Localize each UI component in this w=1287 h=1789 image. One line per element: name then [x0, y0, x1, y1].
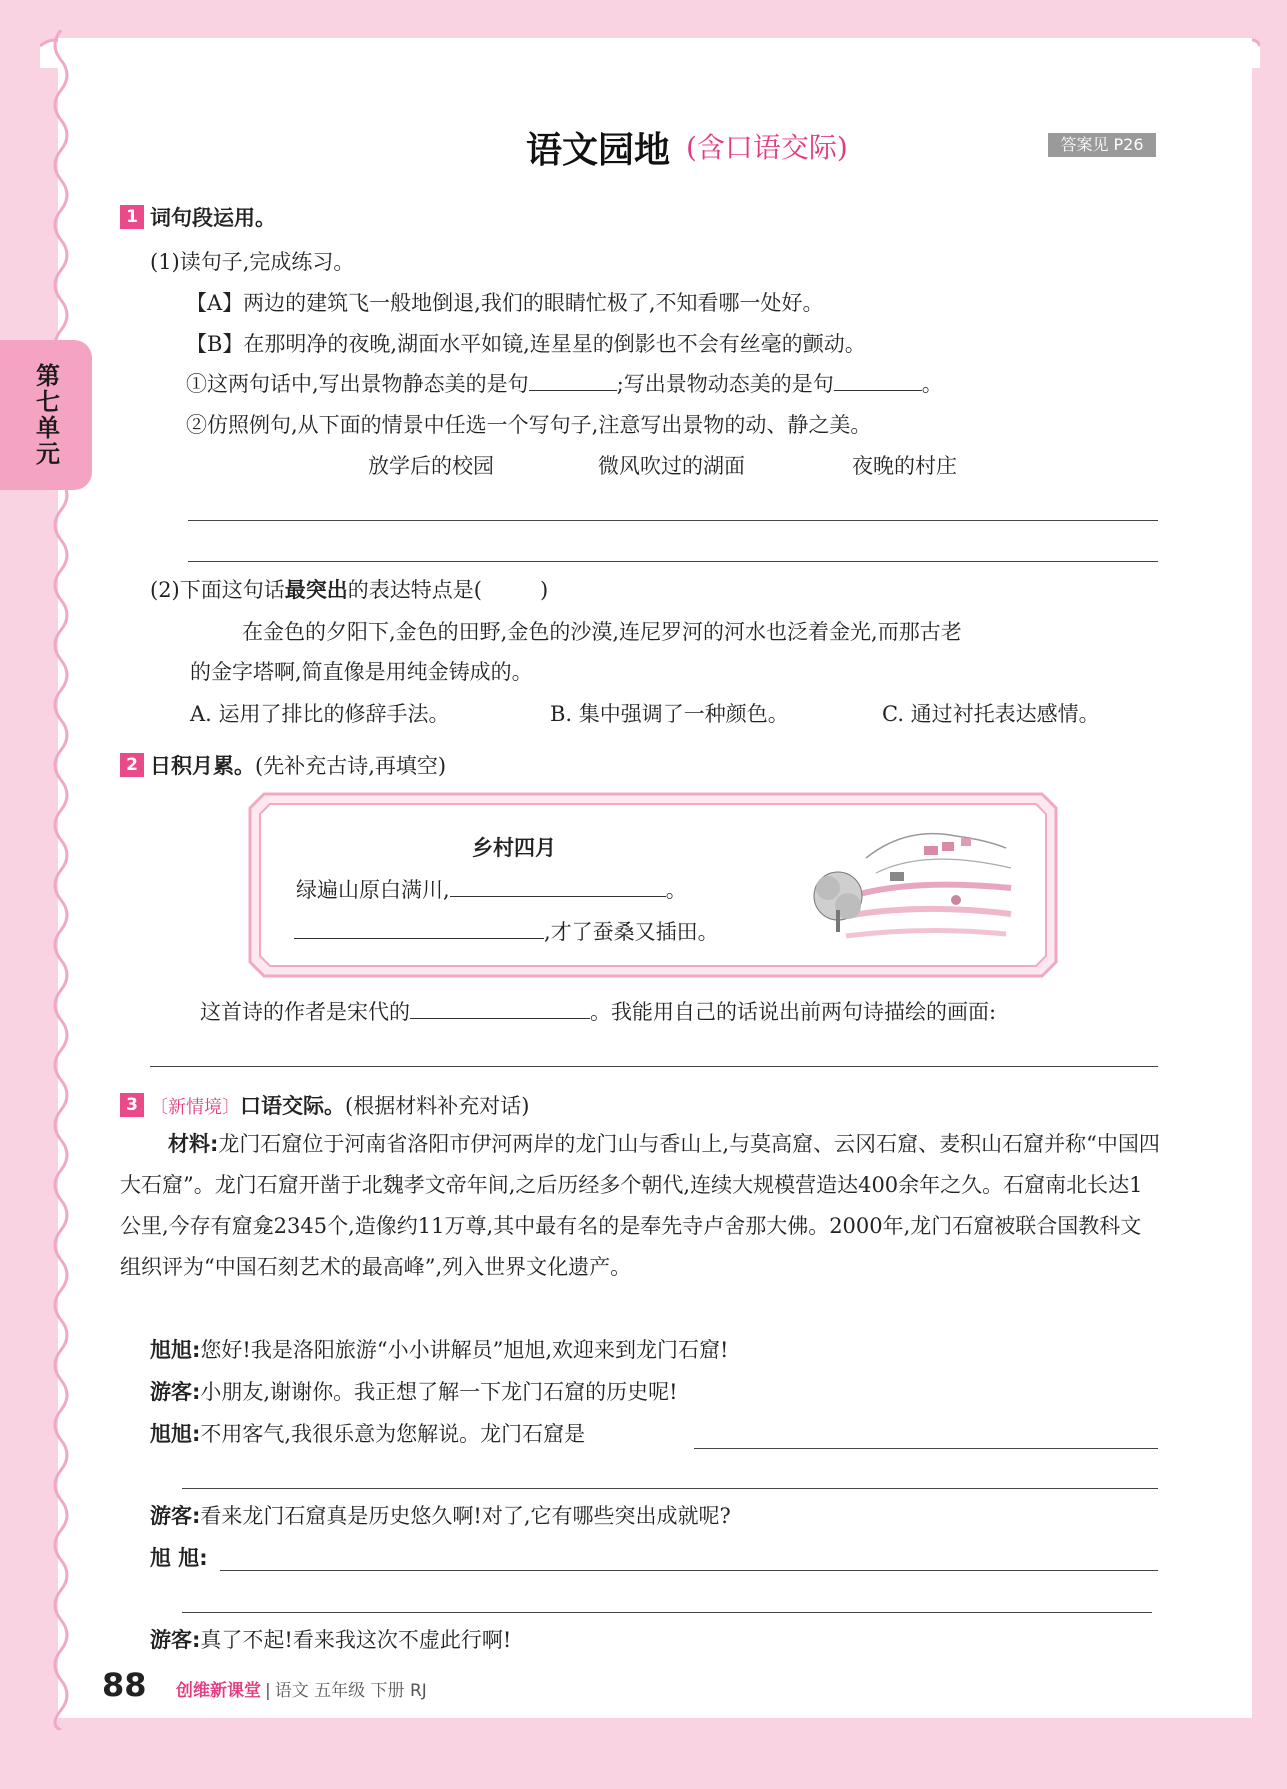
section3-title: 口语交际。 [240, 1094, 345, 1118]
dialogue-speaker: 旭 旭: [150, 1546, 208, 1570]
option-a: A. 运用了排比的修辞手法。 [190, 702, 450, 726]
option-c: C. 通过衬托表达感情。 [882, 702, 1100, 726]
unit-tab-label: 第七单元 [31, 363, 60, 467]
scene-option-1: 放学后的校园 [368, 454, 494, 478]
poem-line2 [294, 916, 719, 946]
village-illustration [806, 818, 1016, 946]
poem-blank-1[interactable] [450, 876, 666, 897]
answer-blank-static[interactable] [529, 370, 617, 391]
poem-line1-end: 。 [665, 878, 687, 902]
q1-sub1-text1: ①这两句话中,写出景物静态美的是句 [186, 372, 529, 396]
poet-name-blank[interactable] [410, 998, 590, 1019]
option-b: B. 集中强调了一种颜色。 [550, 702, 789, 726]
material-text: 龙门石窟位于河南省洛阳市伊河两岸的龙门山与香山上,与莫高窟、云冈石窟、麦积山石窟并称“中国四大石窟”。龙门石窟开凿于北魏孝文帝年间,之后历经多个朝代,连续大规模营造达400余年之久。石窟南北长达1公里,今存有窟龛2345个,造像约11万尊,其中最有名的是奉先寺卢舍那大佛。2000年,龙门石窟被联合国教科文组织评为“中国石刻艺术的最高峰”,列入世界文化遗产。 [120, 1132, 1160, 1279]
poem-line2-text: ,才了蚕桑又插田。 [544, 920, 719, 944]
footer-info: 创维新课堂 | 语文 五年级 下册 RJ [176, 1681, 427, 1701]
answer-line[interactable] [694, 1448, 1158, 1449]
section3-number: 3 [120, 1093, 144, 1117]
sentence-a: 【A】两边的建筑飞一般地倒退,我们的眼睛忙极了,不知看哪一处好。 [186, 291, 824, 315]
new-context-tag: 〔新情境〕 [150, 1097, 240, 1118]
section3-note: (根据材料补充对话) [345, 1094, 530, 1118]
dialogue-line-1 [150, 1334, 728, 1364]
dialogue-text: 看来龙门石窟真是历史悠久啊!对了,它有哪些突出成就呢? [200, 1504, 731, 1528]
poem-title: 乡村四月 [472, 836, 556, 860]
dialogue-speaker: 旭旭: [150, 1422, 201, 1446]
q2-prompt-text1: (2)下面这句话 [150, 578, 285, 602]
q2-sentence-line2: 的金字塔啊,简直像是用纯金铸成的。 [190, 660, 533, 684]
answer-blank-dynamic[interactable] [834, 370, 922, 391]
answer-line[interactable] [188, 561, 1158, 562]
section1-number: 1 [120, 205, 144, 229]
answer-line[interactable] [182, 1488, 1158, 1489]
dialogue-speaker: 游客: [150, 1504, 201, 1528]
page-title: 语文园地 [526, 130, 671, 171]
q1-sub1 [186, 368, 943, 398]
material-paragraph [120, 1124, 1160, 1288]
section2-number: 2 [120, 753, 144, 777]
dialogue-text: 不用客气,我很乐意为您解说。龙门石窟是 [200, 1422, 586, 1446]
answer-ref-badge: 答案见 P26 [1048, 133, 1156, 157]
poem-followup-text2: 。我能用自己的话说出前两句诗描绘的画面: [590, 1000, 997, 1024]
answer-line[interactable] [182, 1612, 1152, 1613]
dialogue-speaker: 游客: [150, 1628, 201, 1652]
poem-line1-text: 绿遍山原白满川, [296, 878, 450, 902]
q1-prompt: (1)读句子,完成练习。 [150, 250, 355, 274]
page-number: 88 [102, 1666, 147, 1704]
wavy-border-left [46, 30, 76, 1730]
dialogue-text: 真了不起!看来我这次不虚此行啊! [200, 1628, 512, 1652]
q2-prompt [150, 574, 548, 604]
footer-brand: 创维新课堂 [176, 1681, 261, 1701]
poem-followup [200, 996, 996, 1026]
section2-heading [120, 750, 446, 780]
dialogue-line-6 [150, 1624, 511, 1654]
dialogue-speaker: 游客: [150, 1380, 201, 1404]
dialogue-line-4 [150, 1500, 731, 1530]
sentence-b: 【B】在那明净的夜晚,湖面水平如镜,连星星的倒影也不会有丝毫的颤动。 [186, 332, 866, 356]
q1-sub2: ②仿照例句,从下面的情景中任选一个写句子,注意写出景物的动、静之美。 [186, 413, 872, 437]
dialogue-speaker: 旭旭: [150, 1338, 201, 1362]
section2-title: 日积月累。 [150, 754, 255, 778]
scene-option-3: 夜晚的村庄 [852, 454, 957, 478]
dialogue-line-2 [150, 1376, 678, 1406]
footer-book-info: 语文 五年级 下册 RJ [274, 1681, 427, 1701]
poem-line1 [296, 874, 687, 904]
dialogue-text: 您好!我是洛阳旅游“小小讲解员”旭旭,欢迎来到龙门石窟! [200, 1338, 729, 1362]
scene-option-2: 微风吹过的湖面 [598, 454, 745, 478]
section2-note: (先补充古诗,再填空) [255, 754, 447, 778]
q1-sub1-end: 。 [921, 372, 943, 396]
section1-title: 词句段运用。 [150, 206, 276, 230]
q2-sentence-line1: 在金色的夕阳下,金色的田野,金色的沙漠,连尼罗河的河水也泛着金光,而那古老 [242, 620, 962, 644]
unit-tab [0, 340, 92, 490]
q1-sub1-text2: ;写出景物动态美的是句 [616, 372, 834, 396]
poem-blank-2[interactable] [294, 918, 544, 939]
dialogue-line-3 [150, 1418, 585, 1448]
section3-heading [120, 1090, 529, 1120]
material-label: 材料: [168, 1132, 219, 1156]
answer-line[interactable] [220, 1570, 1158, 1571]
poem-followup-text1: 这首诗的作者是宋代的 [200, 1000, 410, 1024]
q2-prompt-emphasis: 最突出 [284, 578, 348, 602]
answer-line[interactable] [150, 1066, 1158, 1067]
q2-prompt-text2: 的表达特点是( [347, 578, 482, 602]
dialogue-text: 小朋友,谢谢你。我正想了解一下龙门石窟的历史呢! [200, 1380, 678, 1404]
dialogue-line-5 [150, 1542, 208, 1572]
answer-line[interactable] [188, 520, 1158, 521]
section1-heading [120, 202, 276, 232]
q2-prompt-end: ) [539, 578, 549, 602]
page-subtitle: (含口语交际) [686, 131, 848, 164]
